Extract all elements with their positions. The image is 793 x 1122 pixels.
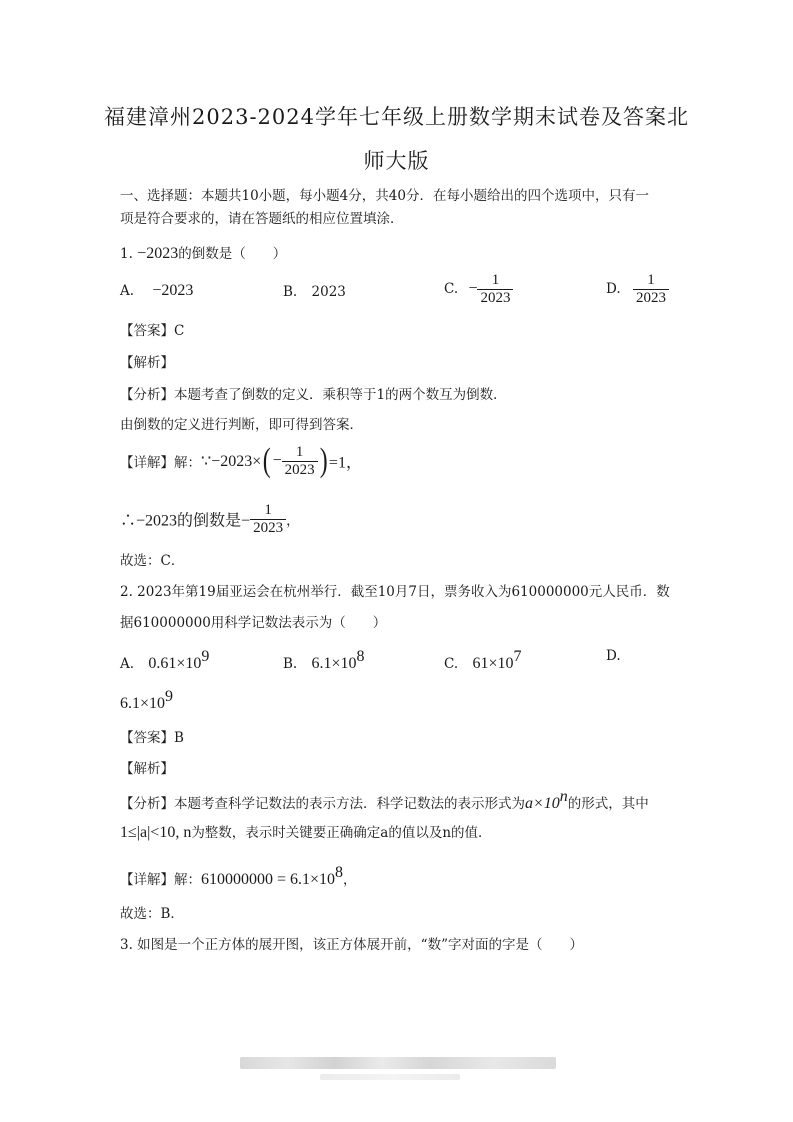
- q2-answer: 【答案】B: [120, 730, 184, 746]
- q1-therefore-fraction: [250, 502, 286, 536]
- q1-analysis: 【分析】本题考查了倒数的定义．乘积等于1的两个数互为倒数．: [120, 387, 507, 403]
- q1-solution-den: 2023: [282, 461, 318, 479]
- q2-option-a-base: 0.61×10: [148, 655, 202, 672]
- q2-option-b-exp: 8: [356, 648, 365, 665]
- right-paren-glyph: ): [319, 442, 328, 479]
- q1-option-a: [120, 282, 193, 300]
- q1-solution-sign: −: [272, 452, 282, 469]
- q2-analysis: [120, 788, 649, 813]
- q2-option-b: [283, 648, 365, 673]
- q2-stem-line1: 2. 2023年第19届亚运会在杭州举行．截至10月7日，票务收入为610000000元人民币．数: [120, 584, 670, 600]
- q1-solution-fraction: [282, 444, 318, 478]
- q1-option-b-value: 2023: [311, 284, 346, 300]
- doc-title-line1: 福建漳州2023-2024学年七年级上册数学期末试卷及答案北: [104, 105, 689, 129]
- q1-jiexi-heading: 【解析】: [120, 355, 174, 371]
- q1-therefore-expr: ∴−2023的倒数是−: [120, 512, 251, 530]
- blurred-watermark-bar: [240, 1057, 556, 1069]
- q1-solution: [120, 444, 362, 478]
- q1-option-c-label: C.: [444, 281, 459, 297]
- q2-condition-expr: 1≤|a|<10, n: [120, 824, 192, 841]
- q1-option-a-label: A.: [120, 283, 135, 299]
- q2-option-b-base: 6.1×10: [311, 655, 357, 672]
- q1-therefore-end: ，: [286, 513, 300, 529]
- q1-solution-label: 【详解】解：: [120, 455, 201, 471]
- q1-stem: [120, 242, 286, 263]
- q1-option-b: [283, 284, 346, 300]
- q2-option-c-label: C.: [444, 656, 459, 672]
- q2-solution-end: ，: [343, 872, 357, 888]
- q1-option-a-value: −2023: [152, 282, 194, 299]
- q2-option-a: [120, 648, 209, 673]
- q2-condition: [120, 821, 492, 842]
- section-instructions-line1: 一、选择题：本题共10小题，每小题4分，共40分．在每小题给出的四个选项中，只有一: [120, 188, 649, 204]
- q2-jiexi-heading: 【解析】: [120, 761, 174, 777]
- q1-option-c-sign: −: [468, 280, 478, 297]
- q1-solution-expr2: =1，: [328, 454, 362, 472]
- q2-option-d-exp: 9: [165, 688, 174, 705]
- blurred-watermark-bar-2: [320, 1074, 460, 1080]
- q2-solution: [120, 864, 357, 889]
- q2-solution-label: 【详解】解：: [120, 872, 201, 888]
- q1-therefore-den: 2023: [250, 519, 286, 537]
- q1-option-c: [444, 272, 513, 306]
- q2-option-a-exp: 9: [201, 648, 210, 665]
- q1-option-d: [606, 272, 669, 306]
- q2-analysis-part2: 的形式，其中: [567, 796, 649, 812]
- q2-condition-text: 为整数，表示时关键要正确确定a的值以及n的值．: [191, 825, 492, 841]
- q1-number: 1.: [120, 246, 133, 262]
- q2-analysis-part1: 【分析】本题考查科学记数法的表示方法．科学记数法的表示形式为: [120, 796, 525, 812]
- q1-expr: −2023: [137, 245, 179, 262]
- q2-analysis-formula-exp: n: [559, 788, 568, 805]
- q1-option-b-label: B.: [283, 284, 298, 300]
- q1-option-c-fraction: [477, 272, 513, 306]
- q1-option-c-num: 1: [491, 272, 500, 288]
- q2-solution-expr: 610000000 = 6.1×10: [201, 871, 336, 888]
- q1-option-d-fraction: [633, 272, 669, 306]
- doc-title-line2: 师大版: [363, 149, 430, 173]
- q1-therefore: [120, 502, 300, 536]
- q1-text: 的倒数是（ ）: [178, 246, 287, 262]
- q2-option-a-label: A.: [120, 656, 135, 672]
- q2-option-d-label: D.: [606, 648, 621, 664]
- q2-option-b-label: B.: [283, 656, 298, 672]
- section-instructions-line2: 项是符合要求的，请在答题纸的相应位置填涂．: [120, 211, 404, 227]
- q2-stem-line2: 据610000000用科学记数法表示为（ ）: [120, 615, 387, 631]
- q1-option-c-den: 2023: [477, 289, 513, 307]
- q2-option-c: [444, 648, 521, 673]
- q2-solution-exp: 8: [335, 864, 344, 881]
- q2-analysis-formula: a×10: [525, 795, 560, 812]
- q1-solution-num: 1: [295, 444, 304, 460]
- q2-option-d-base: 6.1×10: [120, 695, 166, 712]
- q2-option-c-base: 61×10: [472, 655, 514, 672]
- q1-option-d-den: 2023: [633, 289, 669, 307]
- q1-option-d-label: D.: [606, 281, 621, 297]
- q1-analysis-2: 由倒数的定义进行判断，即可得到答案．: [120, 417, 363, 433]
- q2-option-d-value: [120, 688, 173, 713]
- left-paren-glyph: (: [262, 442, 271, 479]
- q1-answer: 【答案】C: [120, 323, 185, 339]
- q1-choice: 故选：C．: [120, 553, 185, 569]
- q1-option-d-num: 1: [647, 272, 655, 288]
- q2-option-c-exp: 7: [513, 648, 522, 665]
- q3-stem: 3. 如图是一个正方体的展开图，该正方体展开前，“数”字对面的字是（ ）: [120, 937, 583, 953]
- q1-solution-expr1: ∵−2023×: [201, 453, 262, 470]
- q2-choice: 故选：B．: [120, 906, 184, 922]
- q1-therefore-num: 1: [264, 502, 272, 518]
